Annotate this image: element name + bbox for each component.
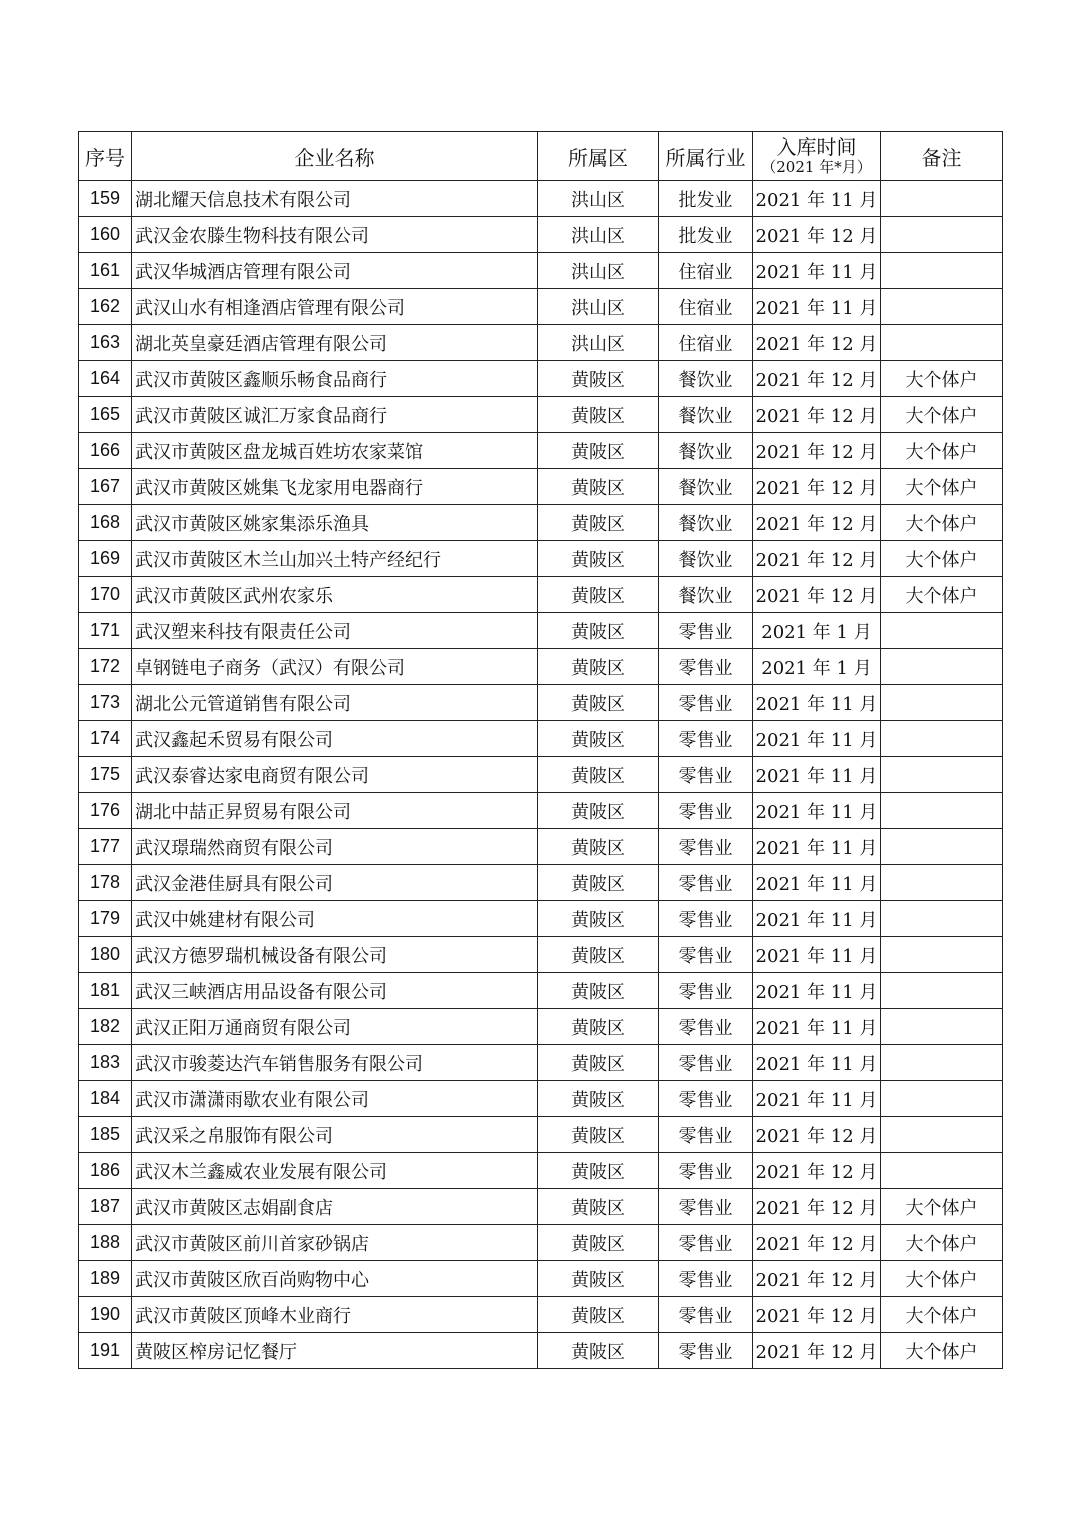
cell-industry: 零售业	[659, 613, 753, 649]
cell-remark	[881, 289, 1003, 325]
cell-entry-date: 2021 年 12 月	[753, 577, 881, 613]
cell-remark: 大个体户	[881, 469, 1003, 505]
table-row	[79, 901, 1003, 937]
cell-industry: 住宿业	[659, 253, 753, 289]
cell-district: 洪山区	[538, 181, 659, 217]
cell-remark	[881, 1009, 1003, 1045]
cell-no: 185	[79, 1117, 132, 1153]
cell-industry: 餐饮业	[659, 361, 753, 397]
cell-entry-date: 2021 年 12 月	[753, 1225, 881, 1261]
cell-industry: 零售业	[659, 1045, 753, 1081]
cell-district: 黄陂区	[538, 973, 659, 1009]
cell-no: 169	[79, 541, 132, 577]
table-row	[79, 649, 1003, 685]
cell-remark	[881, 973, 1003, 1009]
table-row	[79, 1225, 1003, 1261]
table-row	[79, 541, 1003, 577]
cell-entry-date: 2021 年 11 月	[753, 793, 881, 829]
cell-entry-date: 2021 年 11 月	[753, 253, 881, 289]
cell-remark	[881, 217, 1003, 253]
table-row	[79, 793, 1003, 829]
cell-industry: 零售业	[659, 1081, 753, 1117]
cell-industry: 零售业	[659, 829, 753, 865]
header-no: 序号	[79, 132, 132, 181]
table-row	[79, 721, 1003, 757]
cell-remark: 大个体户	[881, 505, 1003, 541]
cell-entry-date: 2021 年 12 月	[753, 1153, 881, 1189]
table-row	[79, 1081, 1003, 1117]
cell-industry: 餐饮业	[659, 397, 753, 433]
cell-enterprise-name: 武汉市黄陂区顶峰木业商行	[132, 1297, 538, 1333]
cell-enterprise-name: 武汉金港佳厨具有限公司	[132, 865, 538, 901]
table-body	[79, 181, 1003, 1369]
cell-industry: 零售业	[659, 1117, 753, 1153]
cell-district: 洪山区	[538, 253, 659, 289]
table-row	[79, 865, 1003, 901]
cell-district: 黄陂区	[538, 505, 659, 541]
cell-no: 176	[79, 793, 132, 829]
cell-industry: 零售业	[659, 937, 753, 973]
cell-district: 洪山区	[538, 217, 659, 253]
cell-enterprise-name: 武汉正阳万通商贸有限公司	[132, 1009, 538, 1045]
cell-industry: 住宿业	[659, 289, 753, 325]
cell-enterprise-name: 武汉采之帛服饰有限公司	[132, 1117, 538, 1153]
cell-district: 黄陂区	[538, 541, 659, 577]
cell-district: 黄陂区	[538, 649, 659, 685]
cell-industry: 批发业	[659, 217, 753, 253]
table-row	[79, 361, 1003, 397]
table-row	[79, 325, 1003, 361]
cell-enterprise-name: 武汉璟瑞然商贸有限公司	[132, 829, 538, 865]
cell-no: 160	[79, 217, 132, 253]
cell-entry-date: 2021 年 11 月	[753, 721, 881, 757]
cell-no: 184	[79, 1081, 132, 1117]
table-row	[79, 613, 1003, 649]
cell-entry-date: 2021 年 12 月	[753, 217, 881, 253]
cell-district: 黄陂区	[538, 1333, 659, 1369]
cell-enterprise-name: 武汉市黄陂区武州农家乐	[132, 577, 538, 613]
cell-enterprise-name: 武汉市黄陂区鑫顺乐畅食品商行	[132, 361, 538, 397]
cell-no: 175	[79, 757, 132, 793]
cell-industry: 零售业	[659, 757, 753, 793]
cell-remark: 大个体户	[881, 1189, 1003, 1225]
table-row	[79, 505, 1003, 541]
table-row	[79, 577, 1003, 613]
cell-industry: 零售业	[659, 1297, 753, 1333]
cell-industry: 餐饮业	[659, 577, 753, 613]
cell-enterprise-name: 武汉市黄陂区诚汇万家食品商行	[132, 397, 538, 433]
cell-remark	[881, 181, 1003, 217]
enterprise-table	[78, 131, 1003, 1369]
cell-remark: 大个体户	[881, 1225, 1003, 1261]
table-row	[79, 1261, 1003, 1297]
cell-no: 170	[79, 577, 132, 613]
header-industry: 所属行业	[659, 132, 753, 181]
cell-enterprise-name: 黄陂区榨房记忆餐厅	[132, 1333, 538, 1369]
cell-industry: 批发业	[659, 181, 753, 217]
table-row	[79, 217, 1003, 253]
cell-district: 黄陂区	[538, 757, 659, 793]
cell-enterprise-name: 武汉方德罗瑞机械设备有限公司	[132, 937, 538, 973]
cell-no: 187	[79, 1189, 132, 1225]
table-row	[79, 1189, 1003, 1225]
cell-entry-date: 2021 年 1 月	[753, 613, 881, 649]
table-row	[79, 1153, 1003, 1189]
table-row	[79, 937, 1003, 973]
cell-no: 191	[79, 1333, 132, 1369]
cell-no: 163	[79, 325, 132, 361]
cell-remark: 大个体户	[881, 1333, 1003, 1369]
cell-enterprise-name: 湖北公元管道销售有限公司	[132, 685, 538, 721]
cell-remark	[881, 325, 1003, 361]
table-row	[79, 973, 1003, 1009]
cell-industry: 零售业	[659, 721, 753, 757]
cell-no: 166	[79, 433, 132, 469]
cell-industry: 零售业	[659, 1333, 753, 1369]
cell-no: 178	[79, 865, 132, 901]
cell-entry-date: 2021 年 12 月	[753, 1261, 881, 1297]
cell-remark: 大个体户	[881, 397, 1003, 433]
cell-no: 186	[79, 1153, 132, 1189]
cell-industry: 餐饮业	[659, 541, 753, 577]
cell-enterprise-name: 武汉中姚建材有限公司	[132, 901, 538, 937]
cell-enterprise-name: 武汉三峡酒店用品设备有限公司	[132, 973, 538, 1009]
cell-district: 黄陂区	[538, 685, 659, 721]
cell-district: 黄陂区	[538, 469, 659, 505]
cell-no: 190	[79, 1297, 132, 1333]
cell-district: 黄陂区	[538, 901, 659, 937]
cell-enterprise-name: 武汉市黄陂区志娟副食店	[132, 1189, 538, 1225]
cell-remark	[881, 937, 1003, 973]
cell-district: 黄陂区	[538, 1297, 659, 1333]
cell-entry-date: 2021 年 12 月	[753, 1333, 881, 1369]
cell-industry: 餐饮业	[659, 505, 753, 541]
cell-enterprise-name: 湖北中喆正昇贸易有限公司	[132, 793, 538, 829]
cell-no: 189	[79, 1261, 132, 1297]
cell-industry: 零售业	[659, 1261, 753, 1297]
cell-remark	[881, 685, 1003, 721]
cell-enterprise-name: 湖北耀天信息技术有限公司	[132, 181, 538, 217]
table-row	[79, 1297, 1003, 1333]
cell-industry: 餐饮业	[659, 469, 753, 505]
header-date-title: 入库时间	[776, 135, 857, 159]
cell-no: 161	[79, 253, 132, 289]
table-row	[79, 1045, 1003, 1081]
cell-entry-date: 2021 年 11 月	[753, 1045, 881, 1081]
cell-entry-date: 2021 年 11 月	[753, 289, 881, 325]
cell-district: 黄陂区	[538, 361, 659, 397]
cell-remark	[881, 865, 1003, 901]
cell-district: 黄陂区	[538, 1261, 659, 1297]
cell-enterprise-name: 武汉木兰鑫威农业发展有限公司	[132, 1153, 538, 1189]
header-district: 所属区	[538, 132, 659, 181]
cell-remark: 大个体户	[881, 361, 1003, 397]
cell-entry-date: 2021 年 12 月	[753, 1189, 881, 1225]
cell-industry: 零售业	[659, 1189, 753, 1225]
table-row	[79, 289, 1003, 325]
cell-no: 172	[79, 649, 132, 685]
cell-industry: 零售业	[659, 649, 753, 685]
cell-entry-date: 2021 年 12 月	[753, 397, 881, 433]
cell-remark	[881, 757, 1003, 793]
cell-remark	[881, 1081, 1003, 1117]
cell-no: 188	[79, 1225, 132, 1261]
cell-entry-date: 2021 年 11 月	[753, 937, 881, 973]
cell-district: 黄陂区	[538, 433, 659, 469]
cell-district: 黄陂区	[538, 937, 659, 973]
cell-enterprise-name: 武汉市黄陂区前川首家砂锅店	[132, 1225, 538, 1261]
cell-no: 171	[79, 613, 132, 649]
cell-district: 黄陂区	[538, 1081, 659, 1117]
table-row	[79, 757, 1003, 793]
cell-industry: 零售业	[659, 901, 753, 937]
cell-remark	[881, 649, 1003, 685]
table-row	[79, 1009, 1003, 1045]
cell-enterprise-name: 武汉泰睿达家电商贸有限公司	[132, 757, 538, 793]
cell-entry-date: 2021 年 11 月	[753, 1081, 881, 1117]
cell-no: 179	[79, 901, 132, 937]
cell-enterprise-name: 武汉金农滕生物科技有限公司	[132, 217, 538, 253]
cell-entry-date: 2021 年 12 月	[753, 325, 881, 361]
cell-remark	[881, 1153, 1003, 1189]
cell-district: 黄陂区	[538, 721, 659, 757]
cell-district: 黄陂区	[538, 793, 659, 829]
cell-district: 洪山区	[538, 289, 659, 325]
cell-district: 黄陂区	[538, 829, 659, 865]
cell-entry-date: 2021 年 12 月	[753, 433, 881, 469]
cell-no: 181	[79, 973, 132, 1009]
table-header	[79, 132, 1003, 181]
cell-remark	[881, 1117, 1003, 1153]
table-row	[79, 397, 1003, 433]
cell-industry: 零售业	[659, 1009, 753, 1045]
cell-industry: 零售业	[659, 1153, 753, 1189]
cell-entry-date: 2021 年 11 月	[753, 181, 881, 217]
cell-no: 183	[79, 1045, 132, 1081]
header-date-subtitle: （2021 年*月）	[761, 158, 872, 176]
table-row	[79, 181, 1003, 217]
cell-entry-date: 2021 年 11 月	[753, 757, 881, 793]
cell-remark	[881, 829, 1003, 865]
cell-entry-date: 2021 年 12 月	[753, 361, 881, 397]
cell-district: 黄陂区	[538, 1045, 659, 1081]
cell-entry-date: 2021 年 11 月	[753, 1009, 881, 1045]
cell-district: 黄陂区	[538, 1225, 659, 1261]
cell-district: 黄陂区	[538, 1117, 659, 1153]
cell-industry: 零售业	[659, 793, 753, 829]
cell-enterprise-name: 卓钢链电子商务（武汉）有限公司	[132, 649, 538, 685]
cell-enterprise-name: 武汉山水有相逢酒店管理有限公司	[132, 289, 538, 325]
cell-no: 159	[79, 181, 132, 217]
cell-industry: 零售业	[659, 865, 753, 901]
cell-no: 165	[79, 397, 132, 433]
cell-enterprise-name: 武汉鑫起禾贸易有限公司	[132, 721, 538, 757]
cell-entry-date: 2021 年 12 月	[753, 1297, 881, 1333]
cell-district: 黄陂区	[538, 865, 659, 901]
cell-entry-date: 2021 年 11 月	[753, 685, 881, 721]
table-row	[79, 829, 1003, 865]
cell-no: 174	[79, 721, 132, 757]
cell-enterprise-name: 武汉市潇潇雨歇农业有限公司	[132, 1081, 538, 1117]
cell-no: 164	[79, 361, 132, 397]
cell-no: 180	[79, 937, 132, 973]
cell-remark: 大个体户	[881, 1261, 1003, 1297]
cell-remark	[881, 721, 1003, 757]
header-remark: 备注	[881, 132, 1003, 181]
table-row	[79, 1333, 1003, 1369]
cell-remark	[881, 793, 1003, 829]
cell-remark	[881, 613, 1003, 649]
cell-enterprise-name: 武汉市黄陂区盘龙城百姓坊农家菜馆	[132, 433, 538, 469]
cell-industry: 住宿业	[659, 325, 753, 361]
cell-industry: 零售业	[659, 1225, 753, 1261]
cell-remark: 大个体户	[881, 1297, 1003, 1333]
cell-no: 167	[79, 469, 132, 505]
table-row	[79, 469, 1003, 505]
cell-enterprise-name: 武汉市骏菱达汽车销售服务有限公司	[132, 1045, 538, 1081]
cell-enterprise-name: 武汉市黄陂区欣百尚购物中心	[132, 1261, 538, 1297]
table-row	[79, 685, 1003, 721]
cell-no: 173	[79, 685, 132, 721]
cell-enterprise-name: 武汉塑来科技有限责任公司	[132, 613, 538, 649]
cell-no: 182	[79, 1009, 132, 1045]
cell-no: 168	[79, 505, 132, 541]
cell-entry-date: 2021 年 11 月	[753, 901, 881, 937]
table-row	[79, 253, 1003, 289]
cell-remark	[881, 1045, 1003, 1081]
table-row	[79, 433, 1003, 469]
cell-industry: 零售业	[659, 973, 753, 1009]
cell-remark	[881, 253, 1003, 289]
cell-enterprise-name: 武汉华城酒店管理有限公司	[132, 253, 538, 289]
cell-industry: 零售业	[659, 685, 753, 721]
cell-remark: 大个体户	[881, 541, 1003, 577]
cell-district: 黄陂区	[538, 1009, 659, 1045]
cell-enterprise-name: 武汉市黄陂区姚集飞龙家用电器商行	[132, 469, 538, 505]
cell-enterprise-name: 湖北英皇豪廷酒店管理有限公司	[132, 325, 538, 361]
cell-entry-date: 2021 年 1 月	[753, 649, 881, 685]
cell-no: 162	[79, 289, 132, 325]
cell-remark	[881, 901, 1003, 937]
cell-district: 黄陂区	[538, 1189, 659, 1225]
table-row	[79, 1117, 1003, 1153]
cell-entry-date: 2021 年 12 月	[753, 541, 881, 577]
cell-entry-date: 2021 年 12 月	[753, 505, 881, 541]
cell-district: 洪山区	[538, 325, 659, 361]
header-date	[753, 132, 881, 181]
cell-industry: 餐饮业	[659, 433, 753, 469]
cell-entry-date: 2021 年 12 月	[753, 469, 881, 505]
cell-district: 黄陂区	[538, 1153, 659, 1189]
header-name: 企业名称	[132, 132, 538, 181]
cell-district: 黄陂区	[538, 397, 659, 433]
cell-district: 黄陂区	[538, 613, 659, 649]
cell-entry-date: 2021 年 11 月	[753, 973, 881, 1009]
cell-district: 黄陂区	[538, 577, 659, 613]
cell-enterprise-name: 武汉市黄陂区姚家集添乐渔具	[132, 505, 538, 541]
header-row	[79, 132, 1003, 181]
cell-remark: 大个体户	[881, 433, 1003, 469]
cell-enterprise-name: 武汉市黄陂区木兰山加兴土特产经纪行	[132, 541, 538, 577]
cell-entry-date: 2021 年 12 月	[753, 1117, 881, 1153]
cell-remark: 大个体户	[881, 577, 1003, 613]
cell-no: 177	[79, 829, 132, 865]
cell-entry-date: 2021 年 11 月	[753, 865, 881, 901]
cell-entry-date: 2021 年 11 月	[753, 829, 881, 865]
